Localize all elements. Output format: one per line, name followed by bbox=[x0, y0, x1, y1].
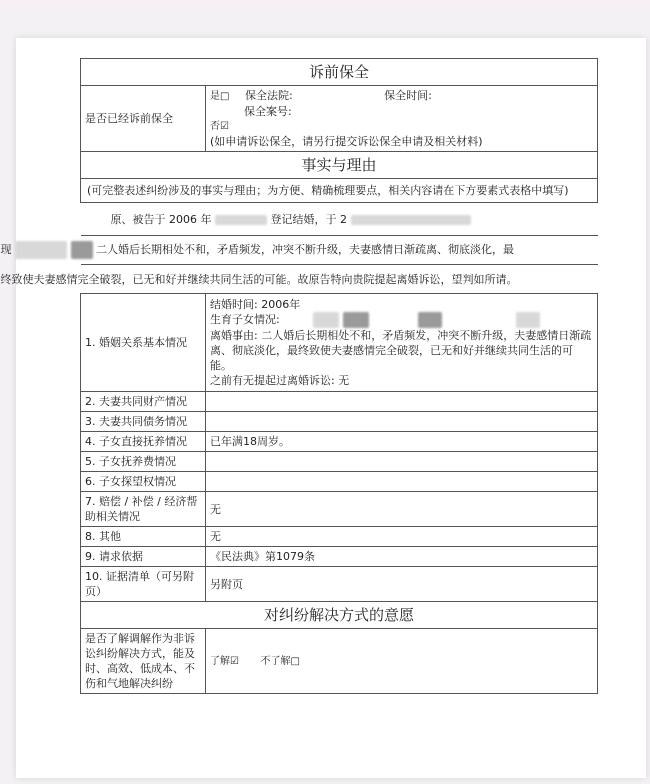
facts-paragraph-2 bbox=[0, 236, 598, 265]
row-label-other: 8. 其他 bbox=[81, 527, 206, 547]
row-value-evidence: 另附页 bbox=[206, 567, 598, 602]
facts-instruction: (可完整表述纠纷涉及的事实与理由；为方便、精确梳理要点，相关内容请在下方要素式表格中填写) bbox=[81, 179, 598, 203]
understand-option: 了解☑ bbox=[210, 656, 239, 667]
redacted-block bbox=[418, 312, 442, 328]
children-label: 生育子女情况: bbox=[210, 313, 280, 326]
row-label-marriage: 1. 婚姻关系基本情况 bbox=[81, 294, 206, 392]
row-value-property bbox=[206, 392, 598, 412]
redacted-block bbox=[15, 241, 67, 259]
row-label-compensation: 7. 赔偿 / 补偿 / 经济帮 助相关情况 bbox=[81, 492, 206, 527]
row-value-support bbox=[206, 452, 598, 472]
complaint-form bbox=[0, 58, 598, 694]
facts-p2-b: 二人婚后长期相处不和，矛盾频发，冲突不断升级，夫妻感情日渐疏离、彻底淡化，最 bbox=[96, 243, 514, 256]
not-understand-option: 不了解□ bbox=[260, 656, 300, 667]
facts-p1-a: 原、被告于 2006 年 bbox=[110, 212, 212, 226]
top-strip bbox=[0, 0, 650, 6]
facts-p2-a: 现 bbox=[0, 243, 12, 256]
row-value-visitation bbox=[206, 472, 598, 492]
row-value-other: 无 bbox=[206, 527, 598, 547]
facts-p1-b: 登记结婚，于 2 bbox=[270, 212, 347, 226]
row-label-support: 5. 子女抚养费情况 bbox=[81, 452, 206, 472]
form-table bbox=[0, 58, 598, 694]
row-label-visitation: 6. 子女探望权情况 bbox=[81, 472, 206, 492]
row-value-legal-basis: 《民法典》第1079条 bbox=[206, 547, 598, 567]
dispute-options bbox=[206, 629, 598, 694]
facts-paragraph-3 bbox=[0, 265, 598, 294]
row-value-marriage bbox=[206, 294, 598, 392]
row-value-custody: 已年满18周岁。 bbox=[206, 432, 598, 452]
row-label-custody: 4. 子女直接抚养情况 bbox=[81, 432, 206, 452]
prior-lawsuit: 之前有无提起过离婚诉讼: 无 bbox=[210, 374, 350, 387]
preservation-detail bbox=[206, 86, 598, 152]
redacted-block bbox=[71, 241, 93, 259]
divorce-reason: 离婚事由: 二人婚后长期相处不和，矛盾频发，冲突不断升级，夫妻感情日渐疏离、彻底淡化，最终致使夫妻感情完全破裂，已无和好并继续共同生活的可能。 bbox=[210, 329, 592, 372]
preservation-no: 否☑ bbox=[210, 121, 229, 132]
redacted-block bbox=[343, 312, 369, 328]
redacted-block bbox=[313, 312, 339, 328]
preservation-court: 保全法院: bbox=[244, 89, 293, 102]
preservation-yes: 是□ bbox=[210, 91, 230, 102]
preservation-case-no: 保全案号: bbox=[244, 105, 292, 118]
section-title-facts: 事实与理由 bbox=[81, 152, 598, 179]
marriage-time: 结婚时间: 2006年 bbox=[210, 298, 301, 311]
children-info bbox=[210, 312, 593, 328]
preservation-time: 保全时间: bbox=[384, 89, 432, 102]
dispute-label: 是否了解调解作为非诉讼纠纷解决方式，能及时、高效、低成本、不伤和气地解决纠纷 bbox=[81, 629, 206, 694]
redacted-block bbox=[351, 215, 471, 225]
section-title-dispute: 对纠纷解决方式的意愿 bbox=[81, 602, 598, 629]
preservation-label: 是否已经诉前保全 bbox=[81, 86, 206, 152]
section-title-preservation: 诉前保全 bbox=[81, 59, 598, 86]
redacted-block bbox=[516, 312, 540, 328]
row-label-property: 2. 夫妻共同财产情况 bbox=[81, 392, 206, 412]
row-value-debt bbox=[206, 412, 598, 432]
row-label-legal-basis: 9. 请求依据 bbox=[81, 547, 206, 567]
preservation-note: (如申请诉讼保全，请另行提交诉讼保全申请及相关材料) bbox=[210, 135, 483, 148]
row-value-compensation: 无 bbox=[206, 492, 598, 527]
redacted-block bbox=[215, 215, 267, 225]
row-label-evidence: 10. 证据清单（可另附页） bbox=[81, 567, 206, 602]
facts-paragraph-1 bbox=[81, 203, 598, 236]
row-label-debt: 3. 夫妻共同债务情况 bbox=[81, 412, 206, 432]
facts-p3: 终致使夫妻感情完全破裂，已无和好并继续共同生活的可能。故原告特向贵院提起离婚诉讼，望判如所请。 bbox=[0, 272, 518, 286]
